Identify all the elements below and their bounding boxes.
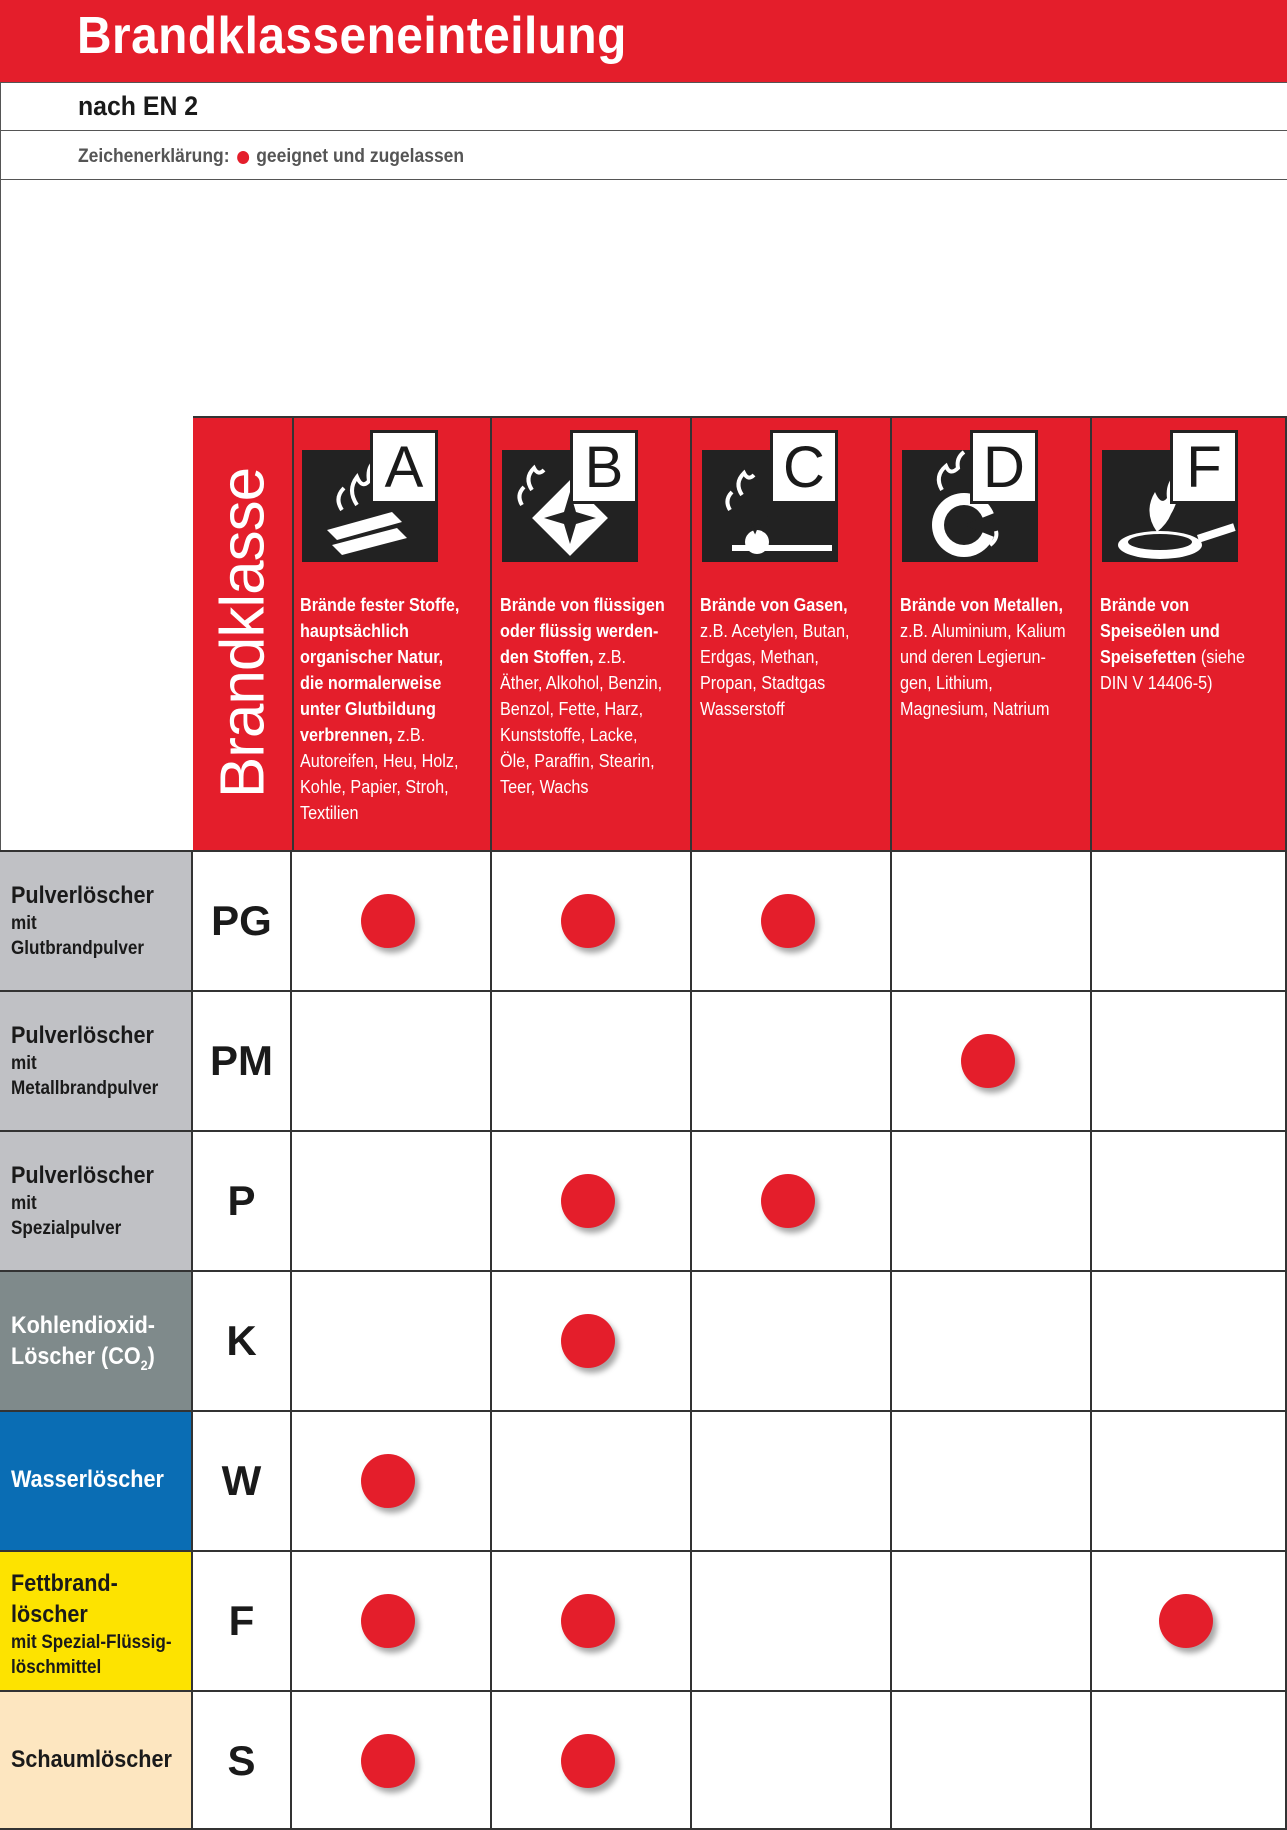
fire-class-column-c bbox=[692, 416, 892, 850]
suitability-cell-d bbox=[892, 1412, 1092, 1550]
extinguisher-name: Pulverlöscher bbox=[11, 1162, 154, 1189]
fire-class-description: Brände fester Stoffe, hauptsächlich organischer Natur, die normalerweise unter Glutbildung verbrennen, z.B. Autoreifen, Heu, Holz, Kohle, Papier, Stroh, Textilien bbox=[300, 595, 460, 823]
extinguisher-label-cell bbox=[0, 1272, 193, 1410]
suitability-cell-a bbox=[292, 992, 492, 1130]
suitability-cell-c bbox=[692, 1412, 892, 1550]
table-row bbox=[0, 990, 1287, 1130]
suitable-dot-icon bbox=[361, 1734, 415, 1788]
extinguisher-code: F bbox=[193, 1552, 292, 1690]
suitability-cell-a bbox=[292, 1272, 492, 1410]
extinguisher-name-line2: Löscher $(CO_2)$ bbox=[11, 1343, 155, 1373]
suitability-cell-b bbox=[492, 1132, 692, 1270]
table-row bbox=[0, 1690, 1287, 1830]
fire-class-letter: A bbox=[370, 430, 438, 504]
legend-row bbox=[0, 131, 1287, 180]
fire-class-column-a bbox=[292, 416, 492, 850]
extinguisher-code: PG bbox=[193, 852, 292, 990]
extinguisher-name: Schaumlöscher bbox=[11, 1746, 172, 1773]
suitability-cell-d bbox=[892, 992, 1092, 1130]
extinguisher-label-cell bbox=[0, 1132, 193, 1270]
suitability-cell-d bbox=[892, 852, 1092, 990]
legend-text: geeignet und zugelassen bbox=[256, 146, 465, 167]
suitability-cell-f bbox=[1092, 1272, 1287, 1410]
solid-fire-icon bbox=[302, 430, 438, 562]
suitability-cell-b bbox=[492, 1692, 692, 1830]
suitability-cell-c bbox=[692, 852, 892, 990]
extinguisher-name: Wasserlöscher bbox=[11, 1466, 164, 1493]
legend bbox=[78, 146, 464, 168]
suitability-cell-b bbox=[492, 1552, 692, 1690]
fire-class-letter: B bbox=[570, 430, 638, 504]
suitability-cell-d bbox=[892, 1272, 1092, 1410]
extinguisher-subtitle: mit Spezial-Flüssig- bbox=[11, 1632, 172, 1653]
extinguisher-code: PM bbox=[193, 992, 292, 1130]
extinguisher-subtitle-line2: löschmittel bbox=[11, 1657, 102, 1678]
table-row bbox=[0, 1130, 1287, 1270]
suitability-cell-f bbox=[1092, 1412, 1287, 1550]
brandklasse-label: Brandklasse bbox=[208, 467, 277, 799]
subtitle-row bbox=[0, 83, 1287, 131]
table-row bbox=[0, 1270, 1287, 1410]
suitable-dot-icon bbox=[561, 1174, 615, 1228]
suitability-cell-b bbox=[492, 1412, 692, 1550]
suitable-dot-icon bbox=[361, 1454, 415, 1508]
suitability-cell-a bbox=[292, 1552, 492, 1690]
fire-class-column-d bbox=[892, 416, 1092, 850]
page-subtitle: nach EN 2 bbox=[78, 91, 199, 121]
suitable-dot-icon bbox=[1159, 1594, 1213, 1648]
extinguisher-name: Pulverlöscher bbox=[11, 882, 154, 909]
fire-class-description: Brände von Gasen, z.B. Acetylen, Butan, Erdgas, Methan, Propan, Stadtgas Wasserstoff bbox=[700, 595, 850, 719]
gas-fire-icon bbox=[702, 430, 838, 562]
page-title: Brandklasseneinteilung bbox=[77, 7, 627, 65]
brandklasse-header-cell bbox=[193, 416, 294, 850]
suitability-cell-c bbox=[692, 1132, 892, 1270]
fire-class-description: Brände von flüssigen oder flüssig werden-den Stoffen, z.B. Äther, Alkohol, Benzin, Benzol, Fette, Harz, Kunststoffe, Lacke, Öle, Paraffin, Stearin, Teer, Wachs bbox=[500, 595, 665, 797]
extinguisher-subtitle: mit bbox=[11, 1193, 37, 1214]
suitability-cell-b bbox=[492, 1272, 692, 1410]
extinguisher-label-cell bbox=[0, 992, 193, 1130]
suitability-cell-c bbox=[692, 1272, 892, 1410]
extinguisher-label-cell bbox=[0, 1692, 193, 1830]
suitable-dot-icon bbox=[361, 894, 415, 948]
fire-class-column-f bbox=[1092, 416, 1287, 850]
fire-class-column-b bbox=[492, 416, 692, 850]
suitability-cell-b bbox=[492, 852, 692, 990]
legend-label: Zeichenerklärung: bbox=[78, 146, 230, 167]
extinguisher-subtitle-line2: Metallbrandpulver bbox=[11, 1078, 159, 1099]
extinguisher-code: S bbox=[193, 1692, 292, 1830]
extinguisher-label-cell bbox=[0, 852, 193, 990]
suitable-dot-icon bbox=[361, 1594, 415, 1648]
suitability-cell-c bbox=[692, 992, 892, 1130]
liquid-fire-icon bbox=[502, 430, 638, 562]
suitability-cell-f bbox=[1092, 992, 1287, 1130]
extinguisher-subtitle-line2: Glutbrandpulver bbox=[11, 938, 145, 959]
suitability-cell-c bbox=[692, 1552, 892, 1690]
table-row bbox=[0, 1410, 1287, 1550]
suitable-dot-icon bbox=[561, 1314, 615, 1368]
title-bar bbox=[0, 0, 1287, 83]
suitability-cell-d bbox=[892, 1692, 1092, 1830]
suitability-cell-d bbox=[892, 1552, 1092, 1690]
suitability-cell-f bbox=[1092, 1692, 1287, 1830]
suitability-cell-f bbox=[1092, 852, 1287, 990]
cooking-oil-fire-icon bbox=[1102, 430, 1238, 562]
suitability-cell-a bbox=[292, 1132, 492, 1270]
suitable-dot-icon bbox=[761, 1174, 815, 1228]
table-row bbox=[0, 850, 1287, 990]
suitability-cell-a bbox=[292, 1692, 492, 1830]
suitability-cell-a bbox=[292, 1412, 492, 1550]
suitability-cell-d bbox=[892, 1132, 1092, 1270]
fire-class-description: Brände von Speiseölen und Speisefetten (siehe DIN V 14406-5) bbox=[1100, 595, 1245, 693]
extinguisher-label-cell bbox=[0, 1412, 193, 1550]
extinguisher-subtitle-line2: Spezialpulver bbox=[11, 1218, 122, 1239]
extinguisher-label-cell bbox=[0, 1552, 193, 1690]
fire-class-description: Brände von Metallen, z.B. Aluminium, Kalium und deren Legierun-gen, Lithium, Magnesium, Natrium bbox=[900, 595, 1066, 719]
extinguisher-name: Pulverlöscher bbox=[11, 1022, 154, 1049]
extinguisher-name-line2: löscher bbox=[11, 1601, 88, 1628]
extinguisher-code: P bbox=[193, 1132, 292, 1270]
extinguisher-name: Fettbrand- bbox=[11, 1570, 118, 1597]
suitable-dot-icon bbox=[761, 894, 815, 948]
suitable-dot-icon bbox=[961, 1034, 1015, 1088]
suitable-dot-icon bbox=[561, 1734, 615, 1788]
left-border bbox=[0, 180, 1, 850]
table-row bbox=[0, 1550, 1287, 1690]
fire-class-letter: F bbox=[1170, 430, 1238, 504]
metal-fire-icon bbox=[902, 430, 1038, 562]
extinguisher-code: W bbox=[193, 1412, 292, 1550]
extinguisher-code: K bbox=[193, 1272, 292, 1410]
extinguisher-subtitle: mit bbox=[11, 1053, 37, 1074]
extinguisher-name: Kohlendioxid- bbox=[11, 1312, 155, 1339]
legend-dot-icon bbox=[237, 151, 249, 164]
suitable-dot-icon bbox=[561, 894, 615, 948]
suitability-cell-f bbox=[1092, 1552, 1287, 1690]
suitability-cell-b bbox=[492, 992, 692, 1130]
suitability-cell-a bbox=[292, 852, 492, 990]
fire-class-letter: C bbox=[770, 430, 838, 504]
fire-class-letter: D bbox=[970, 430, 1038, 504]
extinguisher-subtitle: mit bbox=[11, 913, 37, 934]
suitability-cell-c bbox=[692, 1692, 892, 1830]
suitable-dot-icon bbox=[561, 1594, 615, 1648]
suitability-cell-f bbox=[1092, 1132, 1287, 1270]
